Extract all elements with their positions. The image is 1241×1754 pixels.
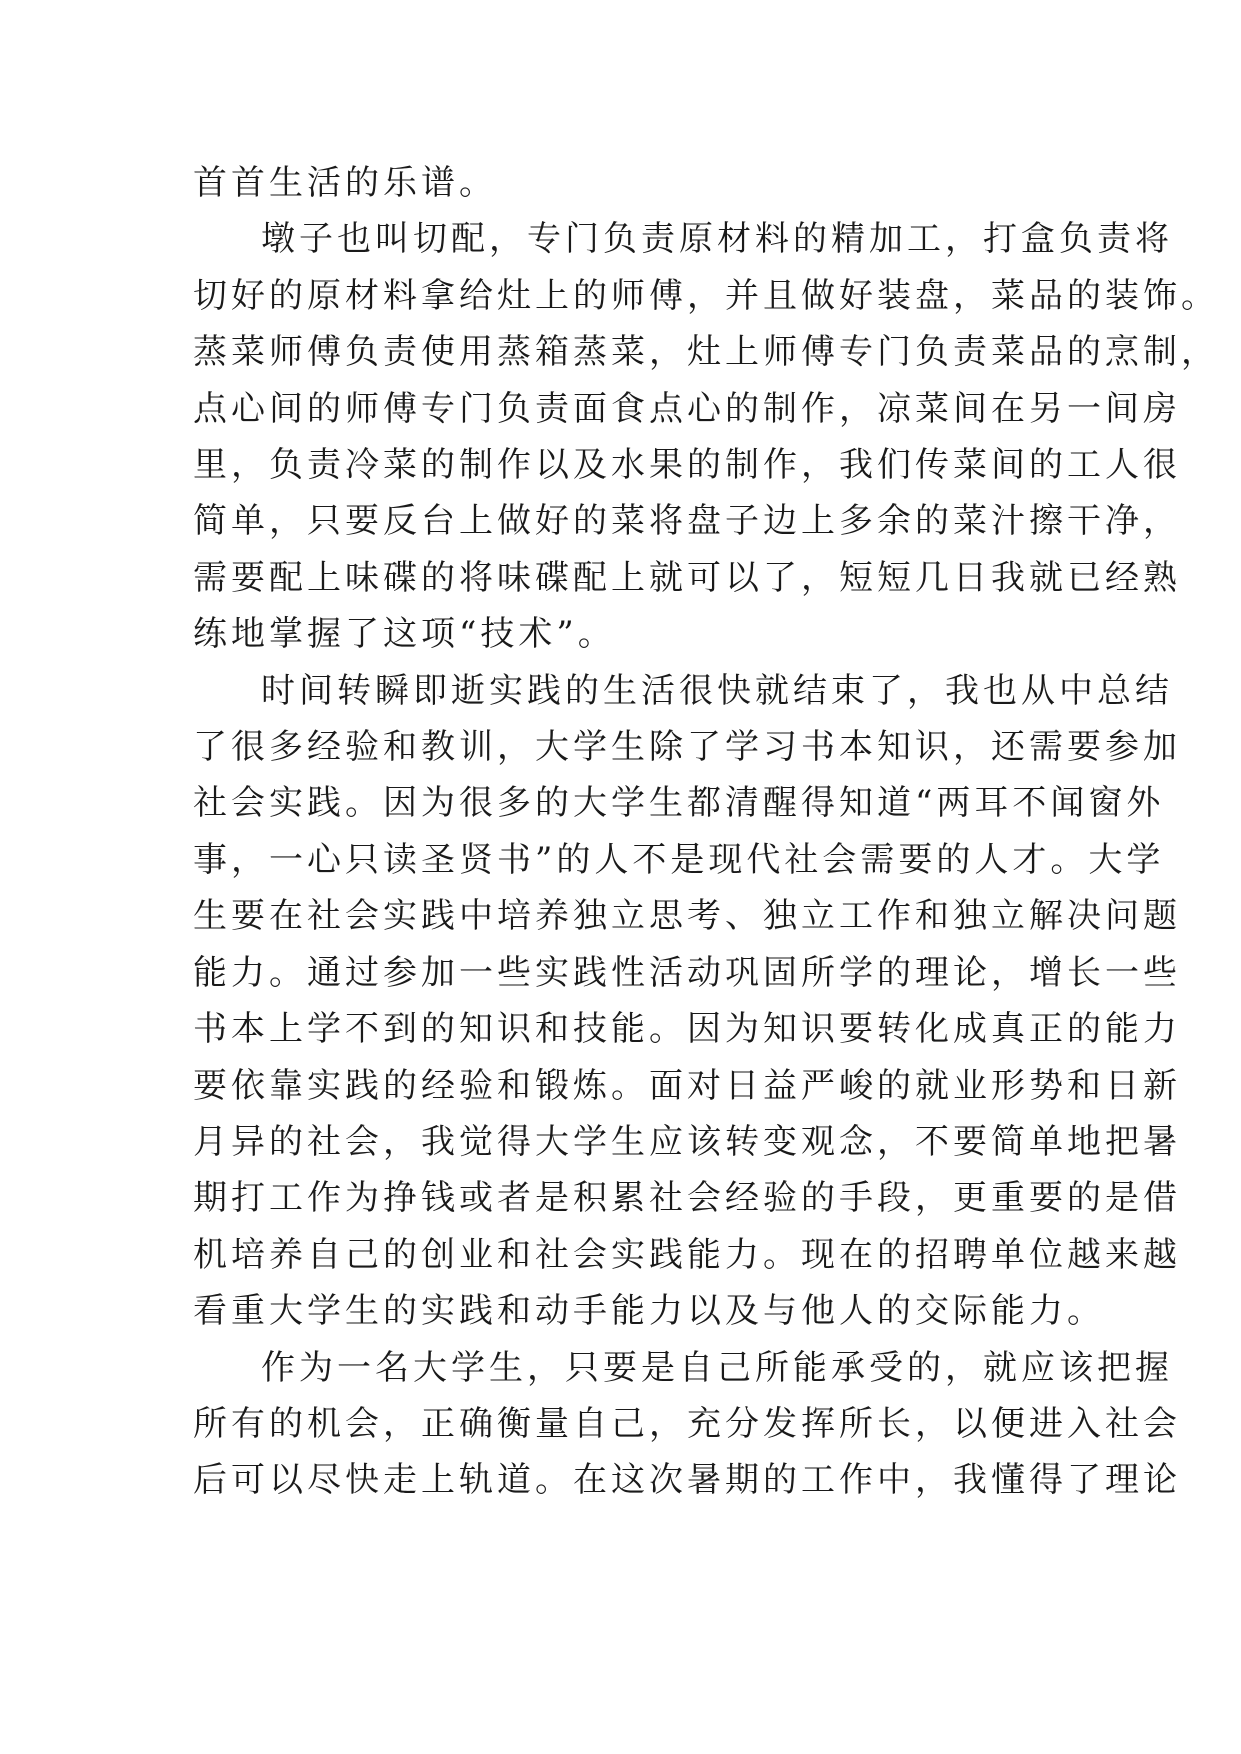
text-line: 月异的社会，我觉得大学生应该转变观念，不要简单地把暑 — [193, 1121, 1181, 1162]
text-line: 了很多经验和教训，大学生除了学习书本知识，还需要参加 — [193, 727, 1181, 768]
text-line: 需要配上味碟的将味碟配上就可以了，短短几日我就已经熟 — [193, 557, 1181, 598]
text-line: 切好的原材料拿给灶上的师傅，并且做好装盘，菜品的装饰。 — [193, 275, 1219, 316]
text-line: 简单，只要反台上做好的菜将盘子边上多余的菜汁擦干净， — [193, 501, 1181, 542]
text-line: 所有的机会，正确衡量自己，充分发挥所长，以便进入社会 — [193, 1403, 1181, 1444]
text-line: 事，一心只读圣贤书”的人不是现代社会需要的人才。大学 — [193, 839, 1165, 880]
text-line: 看重大学生的实践和动手能力以及与他人的交际能力。 — [193, 1291, 1105, 1332]
text-line: 作为一名大学生，只要是自己所能承受的，就应该把握 — [261, 1347, 1173, 1388]
text-line: 首首生活的乐谱。 — [193, 163, 497, 203]
text-line: 墩子也叫切配，专门负责原材料的精加工，打盒负责将 — [261, 219, 1173, 260]
body-text — [193, 155, 1219, 1509]
text-line: 后可以尽快走上轨道。在这次暑期的工作中，我懂得了理论 — [193, 1460, 1181, 1501]
text-line: 蒸菜师傅负责使用蒸箱蒸菜，灶上师傅专门负责菜品的烹制， — [193, 332, 1219, 373]
text-line: 生要在社会实践中培养独立思考、独立工作和独立解决问题 — [193, 896, 1181, 937]
text-line: 机培养自己的创业和社会实践能力。现在的招聘单位越来越 — [193, 1234, 1181, 1275]
text-line: 点心间的师傅专门负责面食点心的制作，凉菜间在另一间房 — [193, 388, 1181, 429]
text-line: 要依靠实践的经验和锻炼。面对日益严峻的就业形势和日新 — [193, 1065, 1181, 1106]
text-line: 书本上学不到的知识和技能。因为知识要转化成真正的能力 — [193, 1009, 1181, 1050]
text-line: 练地掌握了这项“技术”。 — [193, 614, 616, 655]
text-line: 能力。通过参加一些实践性活动巩固所学的理论，增长一些 — [193, 952, 1181, 993]
text-line: 时间转瞬即逝实践的生活很快就结束了，我也从中总结 — [261, 670, 1173, 711]
text-line: 里，负责冷菜的制作以及水果的制作，我们传菜间的工人很 — [193, 445, 1181, 486]
text-line: 期打工作为挣钱或者是积累社会经验的手段，更重要的是借 — [193, 1178, 1181, 1219]
text-line: 社会实践。因为很多的大学生都清醒得知道“两耳不闻窗外 — [193, 783, 1165, 824]
